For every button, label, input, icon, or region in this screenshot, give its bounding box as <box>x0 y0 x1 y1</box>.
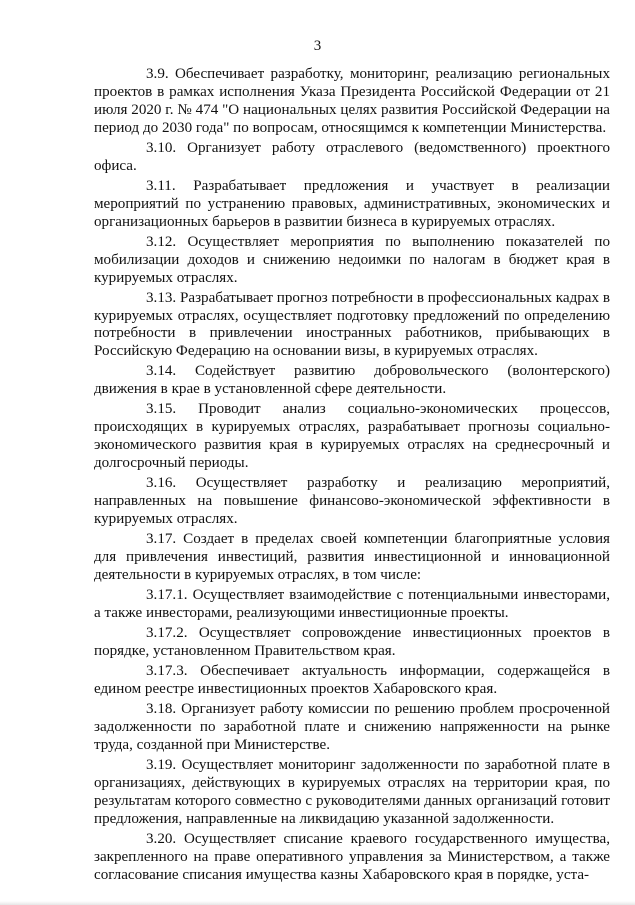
scan-bottom-edge <box>0 901 635 905</box>
paragraph-3-11: 3.11. Разрабатывает предложения и участвует в реализации мероприятий по устранению правовых, административных, экономических и организационных барьеров в развитии бизнеса в курируемых отраслях. <box>94 177 610 230</box>
paragraph-3-9: 3.9. Обеспечивает разработку, мониторинг, реализацию региональных проектов в рамках исполнения Указа Президента Российской Федерации от 21 июля 2020 г. № 474 "О национальных целях развития Российской Федерации на период до 2030 года" по вопросам, относящимся к компетенции Министерства. <box>94 66 610 136</box>
paragraph-3-18: 3.18. Организует работу комиссии по решению проблем просроченной задолженности по заработной плате и снижению напряженности на рынке труда, созданной при Министерстве. <box>94 701 610 753</box>
document-body <box>94 66 610 887</box>
paragraph-3-13: 3.13. Разрабатывает прогноз потребности в профессиональных кадрах в курируемых отраслях, осуществляет подготовку предложений по определению потребности в привлечении иностранных работников, прибывающих в Российскую Федерацию на основании визы, в курируемых отраслях. <box>94 289 610 360</box>
paragraph-3-10: 3.10. Организует работу отраслевого (ведомственного) проектного офиса. <box>94 139 610 174</box>
paragraph-3-17-3: 3.17.3. Обеспечивает актуальность информации, содержащейся в едином реестре инвестиционных проектов Хабаровского края. <box>94 663 610 697</box>
paragraph-3-17: 3.17. Создает в пределах своей компетенции благоприятные условия для привлечения инвестиций, развития инвестиционной и инновационной деятельности в курируемых отраслях, в том числе: <box>94 531 610 583</box>
paragraph-3-12: 3.12. Осуществляет мероприятия по выполнению показателей по мобилизации доходов и снижению недоимки по налогам в бюджет края в курируемых отраслях. <box>94 233 610 286</box>
paragraph-3-20: 3.20. Осуществляет списание краевого государственного имущества, закрепленного на праве оперативного управления за Министерством, а также согласование списания имущества казны Хабаровского края в порядке, уста- <box>94 830 610 883</box>
paragraph-3-17-1: 3.17.1. Осуществляет взаимодействие с потенциальными инвесторами, а также инвесторами, реализующими инвестиционные проекты. <box>94 587 610 621</box>
paragraph-3-16: 3.16. Осуществляет разработку и реализацию мероприятий, направленных на повышение финансово-экономической эффективности в курируемых отраслях. <box>94 475 610 528</box>
page-number: 3 <box>313 38 322 54</box>
paragraph-3-15: 3.15. Проводит анализ социально-экономических процессов, происходящих в курируемых отраслях, разрабатывает прогнозы социально-экономического развития края в курируемых отраслях на среднесрочный и долгосрочный периоды. <box>94 401 610 472</box>
paragraph-3-17-2: 3.17.2. Осуществляет сопровождение инвестиционных проектов в порядке, установленном Правительством края. <box>94 625 610 659</box>
paragraph-3-19: 3.19. Осуществляет мониторинг задолженности по заработной плате в организациях, действующих в курируемых отраслях на территории края, по результатам которого совместно с руководителями данных организаций готовит предложения, направленные на ликвидацию указанной задолженности. <box>94 756 610 827</box>
paragraph-3-14: 3.14. Содействует развитию добровольческого (волонтерского) движения в крае в установленной сфере деятельности. <box>94 363 610 398</box>
